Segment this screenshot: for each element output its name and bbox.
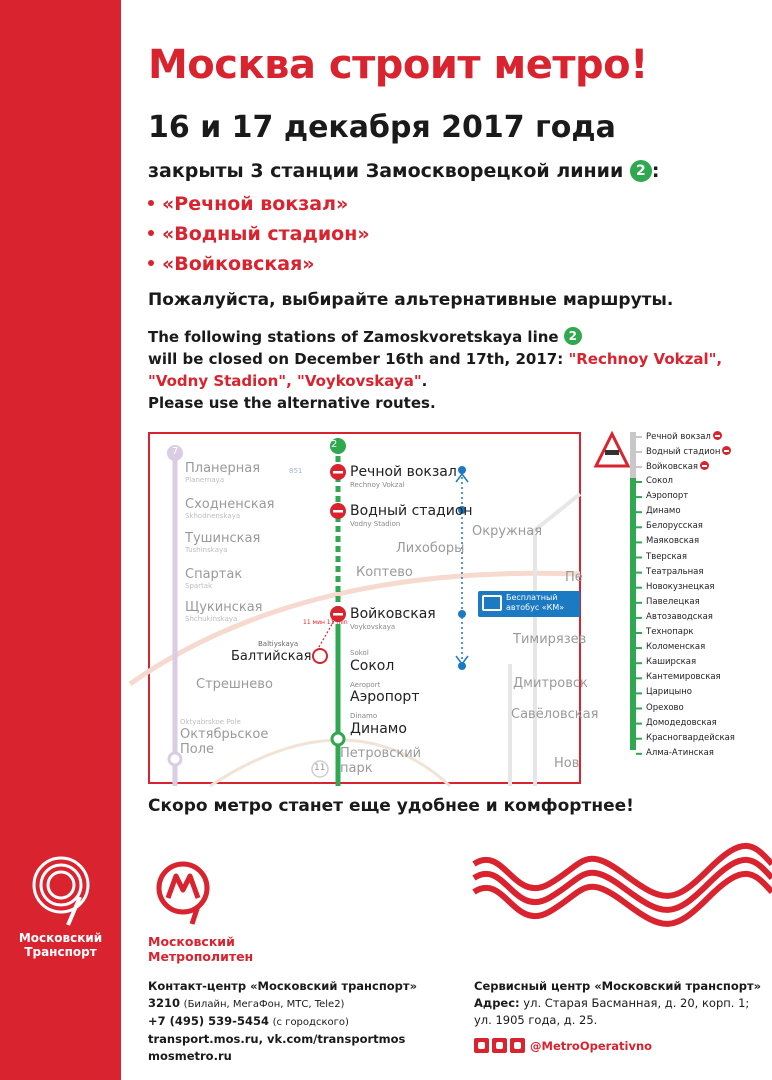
free-bus-label — [478, 591, 580, 617]
legend-tick — [636, 753, 642, 755]
english-part2: will be closed on December 16th and 17th, 2017: — [148, 350, 564, 368]
telegram-icon[interactable] — [510, 1038, 525, 1053]
legend-item-open — [646, 521, 703, 531]
map-station-tushinskaya-en: Tushinskaya — [185, 546, 228, 554]
map-station-oktyabrskoe: Октябрьское Поле — [180, 727, 269, 757]
legend-tick — [636, 662, 642, 664]
legend-item-closed — [646, 446, 731, 457]
legend-item-open — [646, 476, 673, 486]
legend-item-open — [646, 612, 713, 622]
station-name: «Войковская» — [162, 253, 315, 275]
map-station-petrovsky: Петровский парк — [340, 746, 422, 776]
contact-phone-note: (с городского) — [272, 1017, 349, 1028]
map-station-shchukinskaya-en: Shchukinskaya — [185, 615, 238, 623]
free-bus-text: Бесплатный автобус «КМ» — [506, 593, 565, 612]
metro-name-line2: Метрополитен — [148, 949, 254, 964]
legend-tick — [636, 677, 642, 679]
legend-tick — [636, 557, 642, 559]
map-station-aeroport-en: Aeroport — [350, 681, 381, 689]
map-station-vodny: Водный стадион — [350, 503, 473, 519]
map-station-spartak: Спартак — [185, 567, 243, 582]
page-title: Москва строит метро! — [148, 42, 648, 88]
map-station-oktyabrskoe-en: Oktyabrskoe Pole — [180, 718, 241, 726]
mt-name-line2: Транспорт — [24, 945, 97, 959]
legend-tick — [636, 632, 642, 634]
closure-intro — [148, 160, 660, 182]
legend-lines — [596, 430, 772, 760]
legend-station-name: Водный стадион — [646, 447, 721, 457]
legend-station-name: Красногвардейская — [646, 732, 735, 743]
legend-item-open — [646, 567, 704, 577]
list-item — [148, 250, 370, 280]
social-links — [474, 1038, 652, 1053]
map-station-streshnevo: Стрешнево — [196, 677, 273, 692]
map-station-tushinskaya: Тушинская — [185, 531, 261, 546]
legend-station-name: Войковская — [646, 462, 699, 472]
map-station-planernaya-en: Planernaya — [185, 476, 225, 484]
map-station-rechnoy-en: Rechnoy Vokzal — [350, 481, 405, 489]
legend-tick — [636, 738, 642, 740]
mt-name-line1: Московский — [18, 931, 103, 945]
legend-station-name: Павелецкая — [646, 596, 700, 607]
legend-tick — [636, 481, 642, 483]
closure-date: 16 и 17 декабря 2017 года — [148, 110, 616, 145]
legend-item-open — [646, 733, 735, 743]
map-code-851: 851 — [289, 467, 303, 475]
map-station-voykovskaya: Войковская — [350, 606, 436, 622]
list-item — [148, 220, 370, 250]
legend-station-name: Кантемировская — [646, 672, 721, 683]
moscow-transport-logo — [0, 855, 121, 959]
closed-stations-list — [148, 190, 370, 280]
no-entry-icon — [700, 461, 709, 470]
legend-station-name: Белорусская — [646, 521, 703, 532]
legend-item-open — [646, 491, 688, 501]
instagram-icon[interactable] — [492, 1038, 507, 1053]
contact-short-number: 3210 — [148, 996, 181, 1010]
moscow-metro-logo — [148, 858, 278, 964]
map-station-baltiyskaya: Балтийская — [231, 649, 312, 664]
map-station-okruzhnaya: Окружная — [472, 524, 543, 539]
map-station-likhobory: Лихоборы — [396, 541, 465, 556]
legend-station-name: Тверская — [646, 551, 687, 562]
metro-name-line1: Московский — [148, 934, 235, 949]
contact-title: Контакт-центр «Московский транспорт» — [148, 979, 417, 993]
no-entry-icon — [722, 446, 731, 455]
social-handle[interactable]: @MetroOperativno — [530, 1038, 653, 1053]
legend-station-name: Маяковская — [646, 536, 700, 547]
map-line-7-badge: 7 — [172, 446, 179, 457]
map-station-dmitrovsk: Дмитровск — [513, 676, 588, 691]
contact-phone: +7 (495) 539-5454 — [148, 1014, 269, 1028]
legend-tick — [636, 496, 642, 498]
legend-tick — [636, 647, 642, 649]
legend-station-name: Технопарк — [646, 627, 694, 637]
service-center — [474, 978, 772, 1029]
map-station-timiryazev: Тимирязев — [513, 632, 587, 647]
no-entry-icon — [713, 431, 722, 440]
map-station-koptevo: Коптево — [356, 565, 413, 580]
legend-item-open — [646, 642, 705, 652]
legend-item-open — [646, 687, 692, 697]
route-map — [148, 432, 599, 784]
legend-station-name: Коломенская — [646, 642, 706, 653]
address-label: Адрес: — [474, 996, 520, 1010]
legend-item-open — [646, 597, 700, 607]
map-station-voykovskaya-en: Voykovskaya — [350, 623, 396, 631]
left-red-band — [0, 0, 121, 1080]
station-name: «Водный стадион» — [162, 223, 370, 245]
legend-station-name: Театральная — [646, 566, 704, 577]
legend-station-name: Домодедовская — [646, 717, 717, 728]
address-line1: ул. Старая Басманная, д. 20, корп. 1; — [523, 996, 750, 1010]
service-title: Сервисный центр «Московский транспорт» — [474, 979, 762, 993]
list-item — [148, 190, 370, 220]
contact-short-note: (Билайн, МегаФон, МТС, Tele2) — [183, 999, 345, 1010]
metro-m-icon — [148, 858, 218, 926]
contact-center — [148, 978, 417, 1065]
legend-item-closed — [646, 461, 709, 472]
address-line2: ул. 1905 года, д. 25. — [474, 1013, 598, 1027]
map-line-2-badge: 2 — [331, 439, 338, 450]
map-station-nov: Нов — [554, 756, 580, 771]
legend-item-open — [646, 552, 687, 562]
legend-tick — [636, 587, 642, 589]
legend-tick — [636, 541, 642, 543]
contact-sites[interactable]: transport.mos.ru, vk.com/transportmos — [148, 1032, 406, 1046]
legend-station-name: Царицыно — [646, 687, 692, 698]
legend-station-name: Алма-Атинская — [646, 747, 714, 758]
decorative-pattern — [474, 858, 772, 924]
alternative-routes-notice: Пожалуйста, выбирайте альтернативные маршруты. — [148, 290, 674, 310]
english-stations-a: "Rechnoy Vokzal", — [568, 350, 723, 368]
map-station-dinamo: Динамо — [350, 721, 407, 737]
closure-colon: : — [651, 160, 660, 182]
closure-intro-text: закрыты 3 станции Замоскворецкой линии — [148, 160, 624, 182]
legend-tick — [636, 511, 642, 513]
legend-item-open — [646, 627, 694, 637]
legend-tick — [636, 692, 642, 694]
line-2-legend — [596, 430, 772, 760]
map-station-dinamo-en: Dinamo — [350, 712, 378, 720]
legend-station-name: Автозаводская — [646, 611, 713, 622]
map-station-pe: Пе — [565, 570, 583, 585]
map-station-savelovskaya: Савёловская — [511, 707, 599, 722]
legend-tick — [636, 572, 642, 574]
map-line-11-badge: 11 — [314, 763, 326, 773]
map-station-sokol-en: Sokol — [350, 649, 369, 657]
moscow-transport-icon — [28, 855, 94, 927]
legend-station-name: Аэропорт — [646, 491, 689, 502]
legend-item-open — [646, 672, 721, 682]
map-station-rechnoy: Речной вокзал — [350, 464, 457, 480]
legend-tick — [636, 723, 642, 725]
map-station-shchukinskaya: Щукинская — [185, 600, 263, 615]
legend-station-name: Речной вокзал — [646, 432, 711, 442]
map-station-vodny-en: Vodny Stadion — [350, 520, 401, 528]
twitter-icon[interactable] — [474, 1038, 489, 1053]
map-station-skhodnenskaya: Сходненская — [185, 497, 275, 512]
station-name: «Речной вокзал» — [162, 193, 349, 215]
map-station-skhodnenskaya-en: Skhodnenskaya — [185, 512, 241, 520]
legend-item-open — [646, 748, 714, 758]
english-part1: The following stations of Zamoskvoretskaya line — [148, 328, 559, 346]
map-station-baltiyskaya-en: Baltiyskaya — [258, 640, 299, 648]
legend-station-name: Динамо — [646, 506, 681, 517]
map-station-planernaya: Планерная — [185, 461, 261, 476]
legend-tick — [636, 526, 642, 528]
english-stations-b: "Vodny Stadion", "Voykovskaya" — [148, 372, 422, 390]
legend-item-open — [646, 536, 699, 546]
legend-item-open — [646, 657, 696, 667]
legend-station-name: Каширская — [646, 657, 697, 668]
legend-station-name: Орехово — [646, 702, 684, 713]
legend-tick — [636, 708, 642, 710]
legend-tick — [636, 617, 642, 619]
bullet-icon — [148, 260, 154, 266]
slogan: Скоро метро станет еще удобнее и комфортнее! — [148, 796, 634, 816]
bullet-icon — [148, 200, 154, 206]
legend-station-name: Сокол — [646, 476, 673, 486]
english-period: . — [421, 372, 428, 390]
map-station-aeroport: Аэропорт — [350, 689, 420, 705]
map-walk-time: 11 мин 11 min — [303, 619, 348, 626]
legend-station-name: Новокузнецкая — [646, 581, 715, 592]
line-2-badge: 2 — [630, 160, 652, 182]
map-station-sokol: Сокол — [350, 658, 395, 674]
legend-tick — [636, 602, 642, 604]
bus-icon — [482, 595, 502, 611]
contact-metro-site[interactable]: mosmetro.ru — [148, 1049, 232, 1063]
line-2-badge-en: 2 — [564, 327, 582, 345]
bullet-icon — [148, 230, 154, 236]
legend-item-open — [646, 703, 684, 713]
map-station-spartak-en: Spartak — [185, 582, 213, 590]
legend-item-open — [646, 582, 715, 592]
legend-item-closed — [646, 431, 722, 442]
english-notice — [148, 326, 748, 414]
english-part4: Please use the alternative routes. — [148, 394, 436, 412]
legend-item-open — [646, 718, 717, 728]
legend-item-open — [646, 506, 681, 516]
